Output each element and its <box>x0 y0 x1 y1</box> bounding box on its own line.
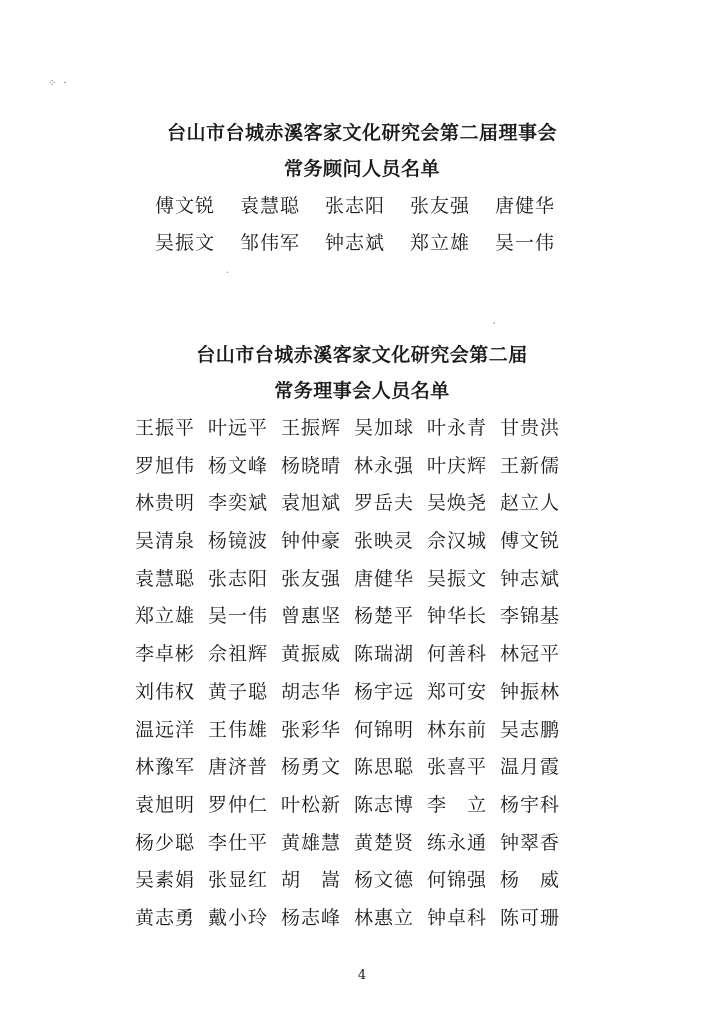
council-member-name: 曾惠坚 <box>281 605 342 628</box>
council-member-name: 钟仲豪 <box>281 530 342 553</box>
council-member-name: 傅文锐 <box>500 530 561 553</box>
council-row <box>135 715 573 753</box>
council-member-name: 温远洋 <box>135 718 196 741</box>
council-member-name: 张友强 <box>281 567 342 590</box>
council-row <box>135 677 573 715</box>
council-member-name: 林冠平 <box>500 643 561 666</box>
council-member-name: 陈可珊 <box>500 906 561 929</box>
council-member-name: 叶永青 <box>427 417 488 439</box>
council-member-name: 唐健华 <box>354 567 415 590</box>
council-member-name: 杨少聪 <box>135 831 196 854</box>
council-member-name: 刘伟权 <box>135 680 196 703</box>
council-member-name: 李卓彬 <box>135 643 196 666</box>
council-member-name: 杨宇科 <box>500 793 561 816</box>
council-member-name: 李 立 <box>427 793 488 816</box>
council-member-name: 张映灵 <box>354 530 415 553</box>
council-name-list <box>135 413 573 941</box>
council-member-name: 戴小玲 <box>208 906 269 929</box>
council-member-name: 黄振威 <box>281 643 342 666</box>
advisor-name: 袁慧聪 <box>240 195 301 217</box>
advisor-name: 吴一伟 <box>495 232 556 254</box>
advisor-name: 张志阳 <box>325 195 386 217</box>
council-member-name: 陈思聪 <box>354 756 415 779</box>
council-member-name: 林永强 <box>354 454 415 477</box>
council-member-name: 钟华长 <box>427 605 488 628</box>
council-member-name: 叶远平 <box>208 417 269 439</box>
council-member-name: 袁旭明 <box>135 793 196 816</box>
council-member-name: 黄志勇 <box>135 906 196 929</box>
council-member-name: 叶庆辉 <box>427 454 488 477</box>
council-row <box>135 790 573 828</box>
council-member-name: 李仕平 <box>208 831 269 854</box>
council-member-name: 李锦基 <box>500 605 561 628</box>
section1-title-line2: 常务顾问人员名单 <box>283 158 440 180</box>
council-row <box>135 413 573 451</box>
section2-title-line2: 常务理事会人员名单 <box>274 380 450 402</box>
section2-title-line1: 台山市台城赤溪客家文化研究会第二届 <box>196 344 528 366</box>
council-member-name: 钟翠香 <box>500 831 561 854</box>
council-member-name: 吴一伟 <box>208 605 269 628</box>
council-member-name: 叶松新 <box>281 793 342 816</box>
advisor-name-list <box>155 191 580 265</box>
council-row <box>135 752 573 790</box>
council-member-name: 钟振林 <box>500 680 561 703</box>
council-member-name: 吴素娟 <box>135 869 196 892</box>
council-member-name: 杨 威 <box>500 869 561 892</box>
council-member-name: 罗岳夫 <box>354 492 415 515</box>
council-member-name: 罗旭伟 <box>135 454 196 477</box>
council-member-name: 王伟雄 <box>208 718 269 741</box>
council-row <box>135 451 573 489</box>
council-member-name: 温月霞 <box>500 756 561 779</box>
council-member-name: 钟卓科 <box>427 906 488 929</box>
council-member-name: 袁慧聪 <box>135 567 196 590</box>
council-member-name: 黄楚贤 <box>354 831 415 854</box>
council-row <box>135 488 573 526</box>
advisor-name: 钟志斌 <box>325 232 386 254</box>
council-member-name: 陈志博 <box>354 793 415 816</box>
council-row <box>135 526 573 564</box>
advisor-name: 唐健华 <box>495 195 556 217</box>
council-member-name: 张志阳 <box>208 567 269 590</box>
council-member-name: 李奕斌 <box>208 492 269 515</box>
advisor-row <box>155 228 580 265</box>
council-member-name: 杨勇文 <box>281 756 342 779</box>
council-member-name: 练永通 <box>427 831 488 854</box>
council-member-name: 林惠立 <box>354 906 415 929</box>
council-member-name: 陈瑞湖 <box>354 643 415 666</box>
council-member-name: 张显红 <box>208 869 269 892</box>
council-member-name: 黄雄慧 <box>281 831 342 854</box>
council-member-name: 甘贵洪 <box>500 417 561 439</box>
council-row <box>135 865 573 903</box>
council-member-name: 佘祖辉 <box>208 643 269 666</box>
council-member-name: 何锦明 <box>354 718 415 741</box>
council-member-name: 林东前 <box>427 718 488 741</box>
council-member-name: 杨文德 <box>354 869 415 892</box>
section1-title-line1: 台山市台城赤溪客家文化研究会第二届理事会 <box>166 122 557 144</box>
council-member-name: 胡志华 <box>281 680 342 703</box>
council-row <box>135 903 573 941</box>
council-member-name: 王振平 <box>135 417 196 439</box>
council-member-name: 郑立雄 <box>135 605 196 628</box>
council-member-name: 佘汉城 <box>427 530 488 553</box>
council-member-name: 郑可安 <box>427 680 488 703</box>
scan-speck: ˌ <box>493 316 496 325</box>
advisor-row <box>155 191 580 228</box>
council-member-name: 吴振文 <box>427 567 488 590</box>
council-member-name: 唐济普 <box>208 756 269 779</box>
council-member-name: 吴志鹏 <box>500 718 561 741</box>
advisor-name: 张友强 <box>410 195 471 217</box>
council-member-name: 钟志斌 <box>500 567 561 590</box>
council-member-name: 吴焕尧 <box>427 492 488 515</box>
council-member-name: 何善科 <box>427 643 488 666</box>
page-number: 4 <box>357 968 367 983</box>
council-member-name: 何锦强 <box>427 869 488 892</box>
council-row <box>135 639 573 677</box>
council-row <box>135 828 573 866</box>
council-member-name: 杨文峰 <box>208 454 269 477</box>
council-member-name: 袁旭斌 <box>281 492 342 515</box>
council-member-name: 杨宇远 <box>354 680 415 703</box>
council-member-name: 黄子聪 <box>208 680 269 703</box>
council-member-name: 杨镜波 <box>208 530 269 553</box>
council-member-name: 张喜平 <box>427 756 488 779</box>
advisor-name: 邹伟军 <box>240 232 301 254</box>
scan-speck: ˎ <box>226 264 229 273</box>
council-member-name: 林豫军 <box>135 756 196 779</box>
council-member-name: 杨晓晴 <box>281 454 342 477</box>
council-member-name: 张彩华 <box>281 718 342 741</box>
advisor-name: 吴振文 <box>155 232 216 254</box>
council-row <box>135 564 573 602</box>
council-member-name: 林贵明 <box>135 492 196 515</box>
council-member-name: 杨楚平 <box>354 605 415 628</box>
council-member-name: 王新儒 <box>500 454 561 477</box>
council-member-name: 杨志峰 <box>281 906 342 929</box>
scan-speck: ⁘ · <box>48 78 69 89</box>
council-member-name: 赵立人 <box>500 492 561 515</box>
advisor-name: 傅文锐 <box>155 195 216 217</box>
council-row <box>135 601 573 639</box>
council-member-name: 吴清泉 <box>135 530 196 553</box>
council-member-name: 王振辉 <box>281 417 342 439</box>
council-member-name: 吴加球 <box>354 417 415 439</box>
advisor-name: 郑立雄 <box>410 232 471 254</box>
council-member-name: 罗仲仁 <box>208 793 269 816</box>
council-member-name: 胡 嵩 <box>281 869 342 892</box>
